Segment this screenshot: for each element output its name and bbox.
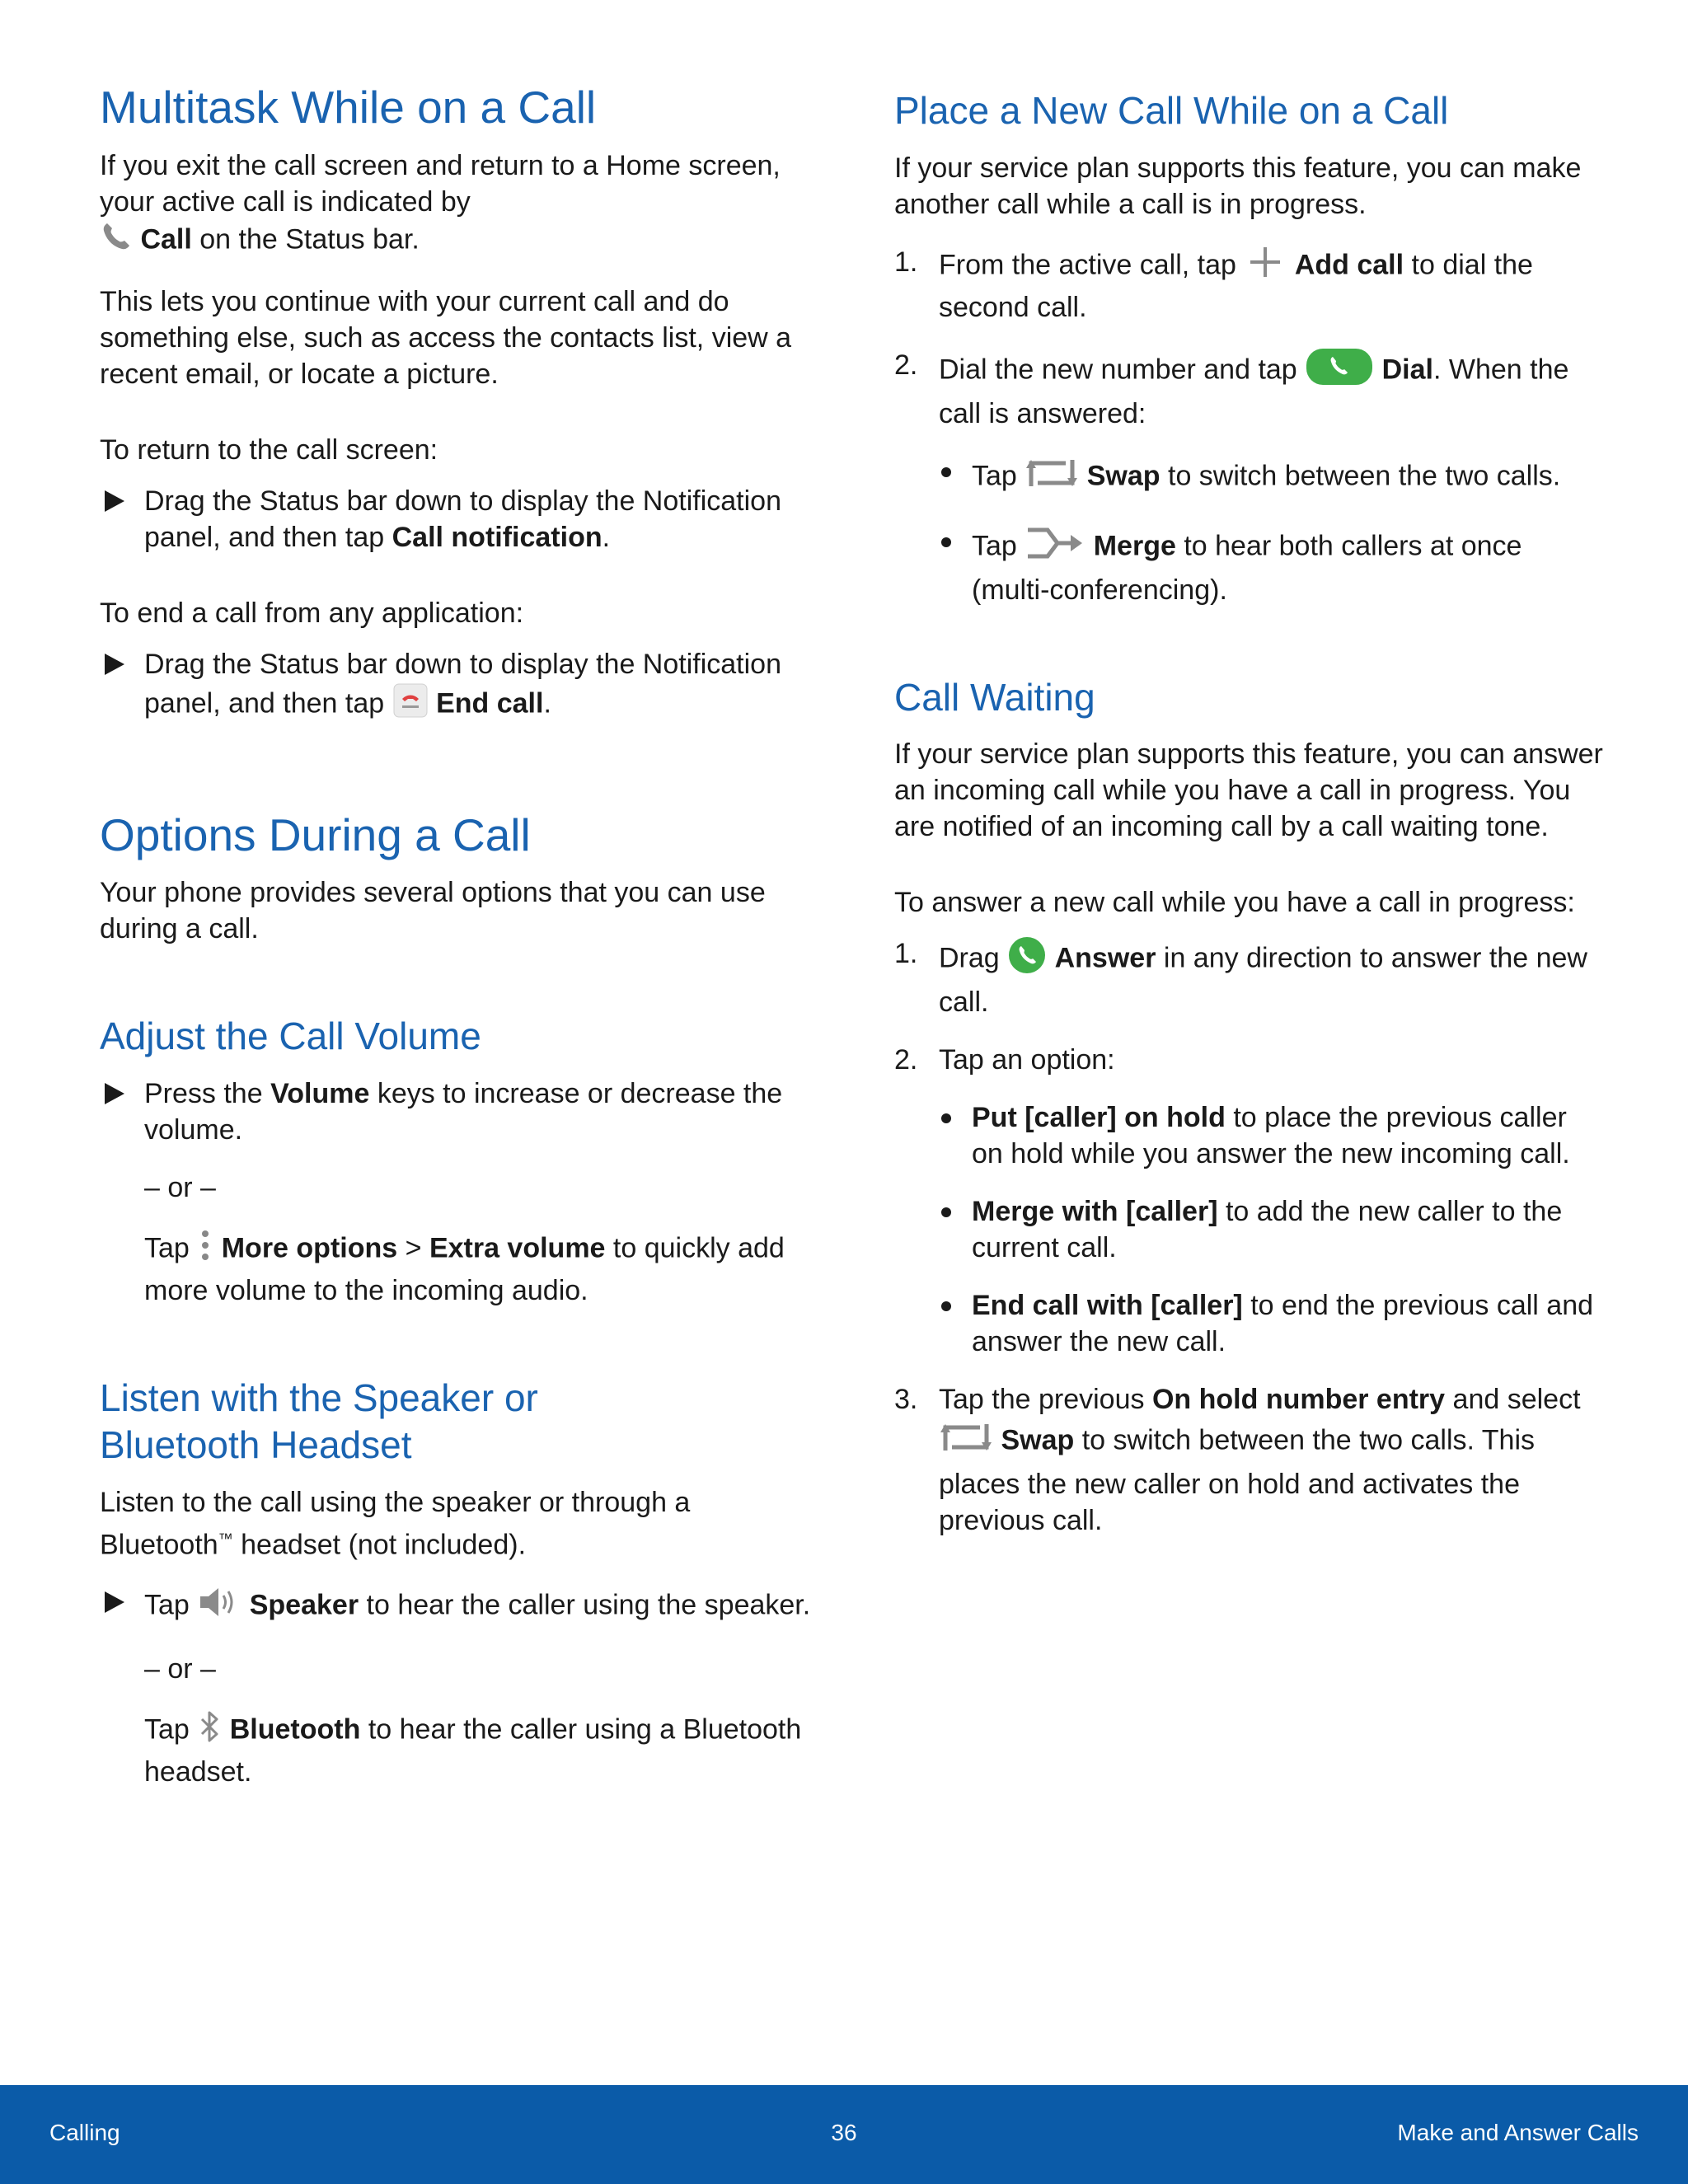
subsection-title-speaker: Listen with the Speaker or Bluetooth Headset (100, 1376, 538, 1466)
subsection-title-volume: Adjust the Call Volume (100, 1015, 481, 1057)
speaker-icon (197, 1584, 241, 1629)
right-column (894, 87, 1603, 1539)
or-separator: – or – (144, 1652, 216, 1685)
subsection-title-call-waiting: Call Waiting (894, 675, 1095, 719)
return-intro: To return to the call screen: (100, 434, 438, 466)
swap-icon (939, 1418, 993, 1466)
answer-icon (1007, 935, 1047, 984)
waiting-step-1: 1. Drag Answer in any direction to answer the new call. (894, 935, 1603, 1020)
volume-alt-step: Tap More options > Extra volume to quickly add more volume to the incoming audio. (100, 1227, 825, 1309)
call-waiting-paragraph: If your service plan supports this feature, you can answer an incoming call while you have a call in progress. You are notified of an incoming call by a call waiting tone. (894, 738, 1603, 842)
left-column (100, 82, 825, 1790)
end-call-icon (392, 682, 429, 728)
end-step: Drag the Status bar down to display the Notification panel, and then tap End call. (100, 646, 825, 728)
option-end-call: End call with [caller] to end the previous call and answer the new call. (894, 1287, 1603, 1360)
page-footer (0, 2085, 1688, 2184)
page-number: 36 (831, 2120, 857, 2145)
multitask-paragraph-2: This lets you continue with your current call and do something else, such as access the contacts list, view a recent email, or locate a picture. (100, 285, 792, 390)
new-call-paragraph: If your service plan supports this feature, you can make another call while a call is in progress. (894, 152, 1582, 220)
or-separator: – or – (144, 1171, 216, 1203)
section-title-options: Options During a Call (100, 808, 531, 860)
volume-step: Press the Volume keys to increase or decrease the volume. (100, 1076, 825, 1148)
merge-icon (1025, 523, 1085, 572)
new-call-step-1: 1. From the active call, tap Add call to dial the second call. (894, 244, 1603, 326)
dial-button-icon (1305, 347, 1374, 396)
more-options-icon (197, 1227, 213, 1272)
swap-bullet: Tap Swap to switch between the two calls. (894, 453, 1603, 502)
merge-bullet: Tap Merge to hear both callers at once (multi-conferencing). (894, 523, 1603, 608)
options-paragraph: Your phone provides several options that you can use during a call. (100, 877, 766, 944)
return-step: Drag the Status bar down to display the Notification panel, and then tap Call notification. (100, 483, 825, 555)
option-merge: Merge with [caller] to add the new caller to the current call. (894, 1193, 1603, 1266)
footer-section: Make and Answer Calls (1397, 2120, 1639, 2145)
subsection-title-new-call: Place a New Call While on a Call (894, 89, 1449, 132)
end-intro: To end a call from any application: (100, 597, 524, 629)
option-hold: Put [caller] on hold to place the previous caller on hold while you answer the new incoming call. (894, 1099, 1603, 1172)
plus-icon (1244, 244, 1287, 289)
waiting-step-2: 2. Tap an option: (894, 1044, 1115, 1076)
arrow-bullet-icon (105, 490, 124, 512)
arrow-bullet-icon (105, 654, 124, 675)
arrow-bullet-icon (105, 1591, 124, 1613)
footer-chapter: Calling (49, 2120, 120, 2145)
speaker-paragraph: Listen to the call using the speaker or through a Bluetooth™ headset (not included). (100, 1486, 691, 1560)
phone-handset-icon (100, 220, 133, 262)
section-title-multitask: Multitask While on a Call (100, 82, 597, 133)
speaker-step: Tap Speaker to hear the caller using the speaker. (100, 1584, 825, 1629)
bluetooth-alt-step: Tap Bluetooth to hear the caller using a Bluetooth headset. (100, 1708, 825, 1790)
arrow-bullet-icon (105, 1083, 124, 1104)
multitask-paragraph-1: If you exit the call screen and return to a Home screen, your active call is indicated by Call on the Status bar. (100, 148, 825, 262)
swap-icon (1025, 453, 1079, 502)
bluetooth-icon (197, 1708, 222, 1754)
answer-intro: To answer a new call while you have a call in progress: (894, 887, 1575, 918)
new-call-step-2: 2. Dial the new number and tap Dial. When the call is answered: (894, 347, 1603, 432)
waiting-step-3: 3. Tap the previous On hold number entry and select Swap to switch between the two calls. This places the new caller on hold and activates the previous call. (894, 1384, 1581, 1536)
